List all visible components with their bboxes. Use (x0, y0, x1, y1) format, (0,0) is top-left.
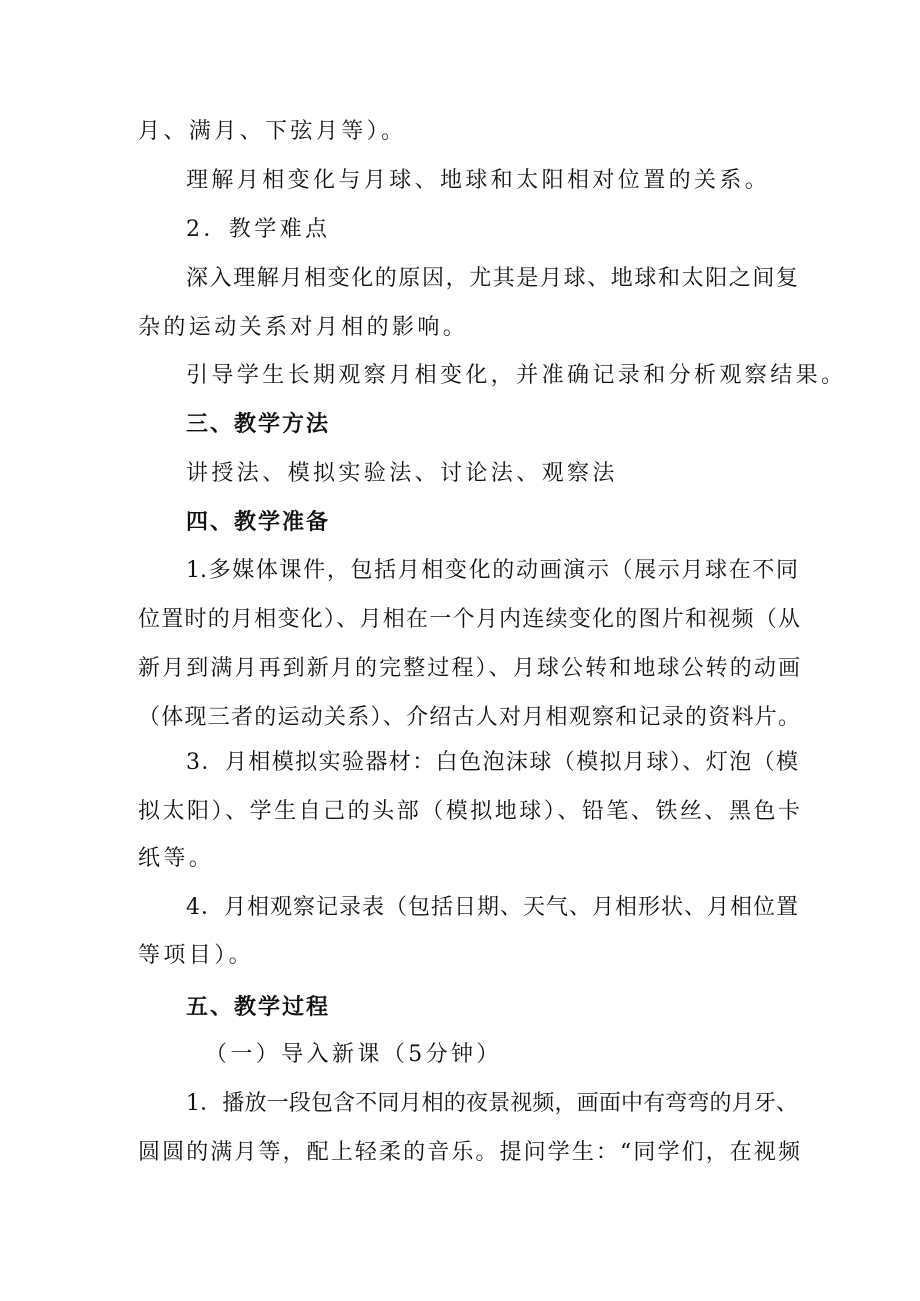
paragraph-line: 讲授法、模拟实验法、讨论法、观察法 (186, 461, 618, 486)
paragraph-line: 4．月相观察记录表（包括日期、天气、月相形状、月相位置 (186, 895, 798, 920)
paragraph-line: 位置时的月相变化）、月相在一个月内连续变化的图片和视频（从 (138, 607, 800, 632)
section-heading-teaching-preparation: 四、教学准备 (186, 510, 331, 535)
paragraph-line: 新月到满月再到新月的完整过程）、月球公转和地球公转的动画 (138, 656, 800, 681)
section-heading-teaching-process: 五、教学过程 (186, 995, 331, 1020)
paragraph-line: 等项目）。 (138, 943, 255, 968)
paragraph-line: 引导学生长期观察月相变化，并准确记录和分析观察结果。 (186, 363, 847, 388)
paragraph-line: 1.多媒体课件，包括月相变化的动画演示（展示月球在不同 (186, 558, 798, 583)
paragraph-line: 月、满月、下弦月等）。 (138, 119, 407, 144)
paragraph-line: （体现三者的运动关系）、介绍古人对月相观察和记录的资料片。 (138, 705, 800, 730)
subheading-lesson-introduction: （一）导入新课（5分钟） (205, 1042, 502, 1067)
paragraph-line: 1．播放一段包含不同月相的夜景视频，画面中有弯弯的月牙、 (186, 1091, 798, 1116)
paragraph-line: 杂的运动关系对月相的影响。 (138, 315, 469, 340)
paragraph-line: 纸等。 (138, 846, 215, 871)
paragraph-line: 拟太阳）、学生自己的头部（模拟地球）、铅笔、铁丝、黑色卡 (138, 799, 800, 824)
paragraph-line: 3．月相模拟实验器材：白色泡沫球（模拟月球）、灯泡（模 (186, 750, 798, 775)
section-heading-teaching-methods: 三、教学方法 (186, 412, 331, 437)
paragraph-line: 圆圆的满月等，配上轻柔的音乐。提问学生：“同学们，在视频 (138, 1140, 800, 1165)
paragraph-line: 深入理解月相变化的原因，尤其是月球、地球和太阳之间复 (186, 266, 798, 291)
subheading-teaching-difficulties: 2．教学难点 (186, 217, 331, 242)
paragraph-line: 理解月相变化与月球、地球和太阳相对位置的关系。 (186, 168, 771, 193)
